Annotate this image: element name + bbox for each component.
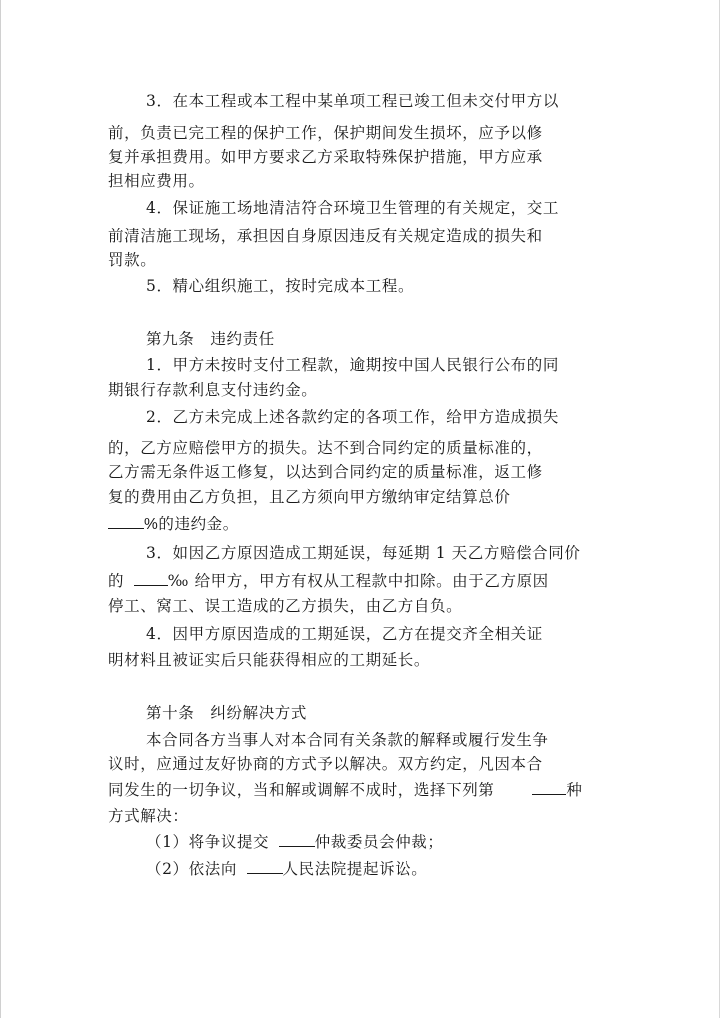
article10-option1-prefix: （1）将争议提交 xyxy=(146,833,270,851)
article9-item3-line2-prefix: 的 xyxy=(108,572,125,590)
article10-para-line3-suffix: 种 xyxy=(566,781,583,799)
clause8-item3-line1: 3．在本工程或本工程中某单项工程已竣工但未交付甲方以 xyxy=(146,92,559,110)
arbitration-commission-blank[interactable] xyxy=(279,831,315,847)
article9-item1-line1: 1．甲方未按时支付工程款，逾期按中国人民银行公布的同 xyxy=(146,356,559,374)
delay-permille-blank[interactable] xyxy=(134,570,168,586)
clause8-item3-line3: 复并承担费用。如甲方要求乙方采取特殊保护措施，甲方应承 xyxy=(108,148,543,166)
article9-heading: 第九条 违约责任 xyxy=(146,330,275,348)
article9-item2-line2: 的，乙方应赔偿甲方的损失。达不到合同约定的质量标准的， xyxy=(108,439,543,457)
article10-para-line2: 议时，应通过友好协商的方式予以解决。双方约定，凡因本合 xyxy=(108,755,543,773)
article9-item3-line2-suffix: ‰ 给甲方，甲方有权从工程款中扣除。由于乙方原因 xyxy=(167,572,549,590)
dispute-option-blank[interactable] xyxy=(532,779,566,795)
clause8-item5-line1: 5．精心组织施工，按时完成本工程。 xyxy=(146,277,415,295)
article10-heading: 第十条 纠纷解决方式 xyxy=(146,704,308,722)
article10-option1-suffix: 仲裁委员会仲裁； xyxy=(314,833,444,851)
article10-option1 xyxy=(146,831,444,852)
article9-item2-line1: 2．乙方未完成上述各款约定的各项工作，给甲方造成损失 xyxy=(146,408,559,426)
article10-para-line1: 本合同各方当事人对本合同有关条款的解释或履行发生争 xyxy=(146,731,549,749)
article10-option2 xyxy=(146,858,427,879)
article9-item4-line1: 4．因甲方原因造成的工期延误，乙方在提交齐全相关证 xyxy=(146,625,543,643)
penalty-percent-blank[interactable] xyxy=(108,513,144,529)
article10-option2-prefix: （2）依法向 xyxy=(146,860,237,878)
clause8-item3-line2: 前，负责已完工程的保护工作，保护期间发生损坏，应予以修 xyxy=(108,124,543,142)
article9-item2-line5-text: %的违约金。 xyxy=(144,516,239,533)
article10-option2-suffix: 人民法院提起诉讼。 xyxy=(282,860,428,878)
clause8-item4-line3: 罚款。 xyxy=(108,251,157,269)
clause8-item4-line2: 前清洁施工现场，承担因自身原因违反有关规定造成的损失和 xyxy=(108,227,543,245)
article9-item1-line2: 期银行存款利息支付违约金。 xyxy=(108,381,318,399)
article9-item2-line4: 复的费用由乙方负担，且乙方须向甲方缴纳审定结算总价 xyxy=(108,488,511,506)
article9-item3-line1: 3．如因乙方原因造成工期延误，每延期 1 天乙方赔偿合同价 xyxy=(146,544,581,562)
article10-para-line3-prefix: 同发生的一切争议，当和解或调解不成时，选择下列第 xyxy=(108,781,495,799)
page-edge-left xyxy=(0,0,1,1018)
article9-item3-line3: 停工、窝工、误工造成的乙方损失，由乙方自负。 xyxy=(108,597,463,615)
court-name-blank[interactable] xyxy=(247,858,283,874)
article9-item3-line2 xyxy=(108,570,549,591)
clause8-item4-line1: 4．保证施工场地清洁符合环境卫生管理的有关规定，交工 xyxy=(146,199,559,217)
article10-para-line3 xyxy=(108,779,583,800)
clause8-item3-line4: 担相应费用。 xyxy=(108,172,205,190)
article9-item2-line3: 乙方需无条件返工修复，以达到合同约定的质量标准，返工修 xyxy=(108,463,543,481)
article9-item2-line5 xyxy=(108,513,239,535)
article9-item4-line2: 明材料且被证实后只能获得相应的工期延长。 xyxy=(108,651,431,669)
article10-para-line4: 方式解决： xyxy=(108,807,189,825)
